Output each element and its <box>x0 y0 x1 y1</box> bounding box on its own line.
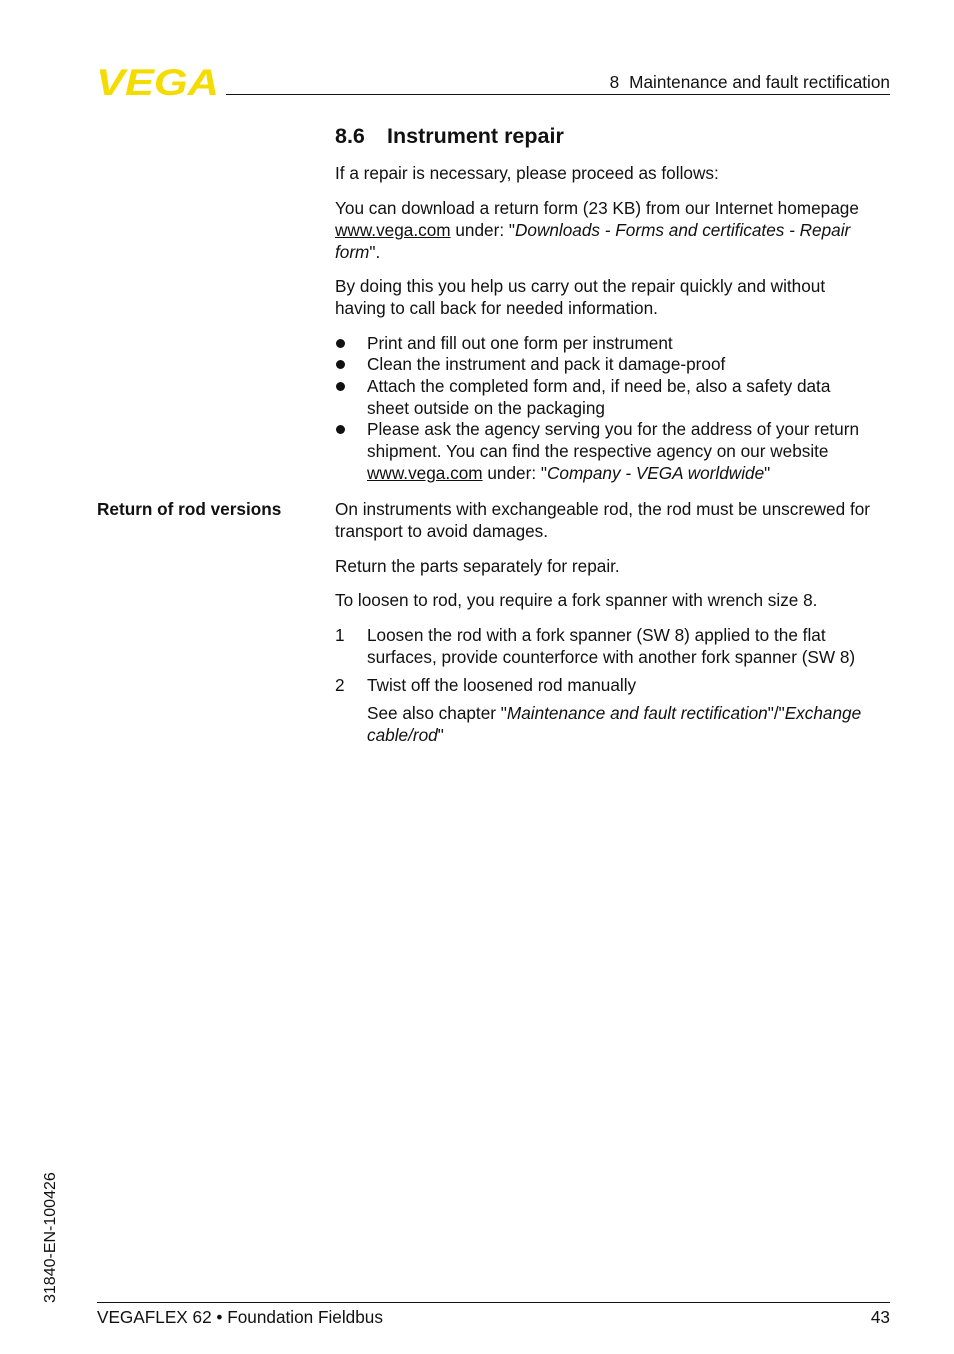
rod-paragraph-1: On instruments with exchangeable rod, the rod must be unscrewed for transport to avoid damages. <box>335 499 871 541</box>
download-mid: under: " <box>450 220 515 240</box>
see-also-end: " <box>437 725 444 745</box>
bullet-icon <box>336 425 345 434</box>
header-rule <box>226 94 890 95</box>
bullet-icon <box>336 339 345 348</box>
section-title: Instrument repair <box>387 124 564 148</box>
rod-paragraph-2: Return the parts separately for repair. <box>335 556 620 576</box>
vega-logo <box>96 64 220 98</box>
list-item <box>335 418 895 484</box>
section-number: 8.6 <box>335 124 365 148</box>
see-also-text: See also chapter " <box>367 703 507 723</box>
vega-link[interactable]: www.vega.com <box>335 220 451 240</box>
bullet-icon <box>336 360 345 369</box>
running-header <box>610 71 890 93</box>
document-id: 31840-EN-100426 <box>42 1172 59 1303</box>
chapter-number: 8 <box>609 72 620 92</box>
bullet4-end: " <box>764 463 771 483</box>
download-text: You can download a return form (23 KB) from our Internet homepage <box>335 198 859 218</box>
list-item-text: Attach the completed form and, if need be, also a safety data sheet outside on the packaging <box>367 376 831 418</box>
list-item <box>335 353 895 375</box>
step-text: Twist off the loosened rod manually <box>367 675 637 695</box>
logo-text: VEGA <box>96 64 219 98</box>
bullet-icon <box>336 382 345 391</box>
download-end: ". <box>369 242 381 262</box>
list-item <box>335 332 895 354</box>
download-paragraph <box>335 197 895 263</box>
list-item-text: Print and fill out one form per instrument <box>367 333 673 353</box>
bullet4-path: Company - VEGA worldwide <box>546 463 765 483</box>
vega-link[interactable]: www.vega.com <box>367 463 483 483</box>
page-number: 43 <box>870 1307 890 1327</box>
see-also-paragraph <box>367 702 895 746</box>
footer-rule <box>97 1302 890 1303</box>
chapter-title: Maintenance and fault rectification <box>629 72 890 92</box>
step-item <box>335 674 895 696</box>
by-doing-paragraph: By doing this you help us carry out the repair quickly and without having to call back for needed information. <box>335 276 826 318</box>
list-item-text <box>367 418 895 484</box>
bullet4-text: Please ask the agency serving you for the address of your return shipment. You can find the respective agency on our website <box>367 419 860 461</box>
download-path: Downloads - Forms and certificates - Repair form <box>335 220 851 262</box>
list-item-text: Clean the instrument and pack it damage-proof <box>367 354 726 374</box>
intro-paragraph: If a repair is necessary, please proceed as follows: <box>335 163 719 183</box>
step-number: 2 <box>335 675 345 695</box>
step-text: Loosen the rod with a fork spanner (SW 8) applied to the flat surfaces, provide counterforce with another fork spanner (SW 8) <box>367 625 856 667</box>
list-item <box>335 375 875 419</box>
see-also-section: Exchange cable/rod <box>367 703 862 745</box>
step-item <box>335 624 895 668</box>
side-label-rod-return: Return of rod versions <box>97 499 282 519</box>
see-also-chapter: Maintenance and fault rectification <box>506 703 768 723</box>
rod-paragraph-3: To loosen to rod, you require a fork spanner with wrench size 8. <box>335 590 818 610</box>
section-heading <box>335 122 564 150</box>
see-also-sep: "/" <box>767 703 785 723</box>
footer-product: VEGAFLEX 62 • Foundation Fieldbus <box>97 1307 383 1327</box>
bullet4-mid: under: " <box>482 463 547 483</box>
step-number: 1 <box>335 625 345 645</box>
